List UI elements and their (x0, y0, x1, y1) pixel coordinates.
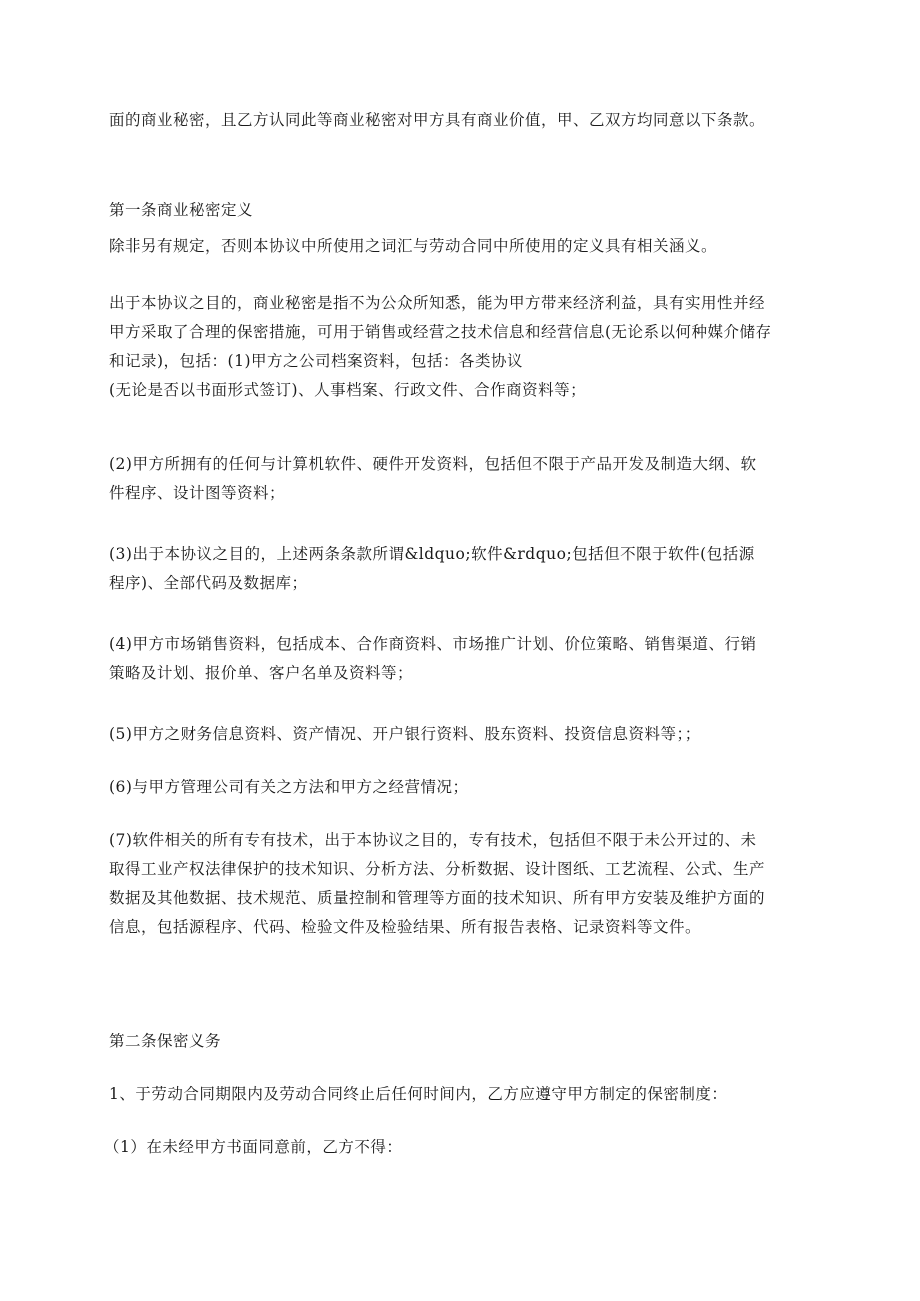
text-line: (无论是否以书面形式签订)、人事档案、行政文件、合作商资料等； (109, 381, 587, 399)
article1-item3 (109, 540, 814, 598)
text-line: 和记录)，包括：(1)甲方之公司档案资料，包括：各类协议 (109, 352, 524, 370)
article1-item4 (109, 630, 814, 688)
text-line: 甲方采取了合理的保密措施，可用于销售或经营之技术信息和经营信息(无论系以何种媒介储存 (109, 323, 772, 341)
text-line: 1、于劳动合同期限内及劳动合同终止后任何时间内，乙方应遵守甲方制定的保密制度： (109, 1085, 728, 1103)
text-line: (7)软件相关的所有专有技术，出于本协议之目的，专有技术，包括但不限于未公开过的、未 (109, 831, 757, 849)
text-line: 面的商业秘密，且乙方认同此等商业秘密对甲方具有商业价值，甲、乙双方均同意以下条款。 (109, 111, 766, 129)
text-line: 件程序、设计图等资料； (109, 484, 286, 502)
article1-title: 第一条商业秘密定义 (109, 201, 254, 219)
article1-item6 (109, 773, 814, 802)
article1-item2 (109, 450, 814, 508)
text-line: （1）在未经甲方书面同意前，乙方不得： (104, 1138, 403, 1156)
article2-title: 第二条保密义务 (109, 1032, 222, 1050)
text-line: (6)与甲方管理公司有关之方法和甲方之经营情况； (109, 778, 469, 796)
intro-paragraph (109, 106, 814, 135)
text-line: 程序)、全部代码及数据库； (109, 574, 308, 592)
text-line: (3)出于本协议之目的，上述两条条款所谓&ldquo;软件&rdquo;包括但不限于软件(包括源 (109, 545, 755, 563)
text-line: (2)甲方所拥有的任何与计算机软件、硬件开发资料，包括但不限于产品开发及制造大纲、软 (109, 455, 757, 473)
text-line: (4)甲方市场销售资料，包括成本、合作商资料、市场推广计划、价位策略、销售渠道、行销 (109, 635, 757, 653)
article2-para1 (109, 1080, 814, 1109)
text-line: 信息，包括源程序、代码、检验文件及检验结果、所有报告表格、记录资料等文件。 (109, 918, 702, 936)
article1-para2 (109, 289, 814, 405)
text-line: 除非另有规定，否则本协议中所使用之词汇与劳动合同中所使用的定义具有相关涵义。 (109, 237, 718, 255)
text-line: 取得工业产权法律保护的技术知识、分析方法、分析数据、设计图纸、工艺流程、公式、生产 (109, 860, 766, 878)
text-line: 策略及计划、报价单、客户名单及资料等； (109, 664, 414, 682)
article1-item7 (109, 826, 814, 942)
article1-para1 (109, 232, 814, 261)
text-line: (5)甲方之财务信息资料、资产情况、开户银行资料、股东资料、投资信息资料等；； (109, 725, 701, 743)
text-line: 出于本协议之目的，商业秘密是指不为公众所知悉，能为甲方带来经济利益，具有实用性并经 (109, 294, 766, 312)
text-line: 数据及其他数据、技术规范、质量控制和管理等方面的技术知识、所有甲方安装及维护方面的 (109, 889, 766, 907)
article1-item5 (109, 720, 814, 749)
article2-para2 (104, 1133, 809, 1162)
